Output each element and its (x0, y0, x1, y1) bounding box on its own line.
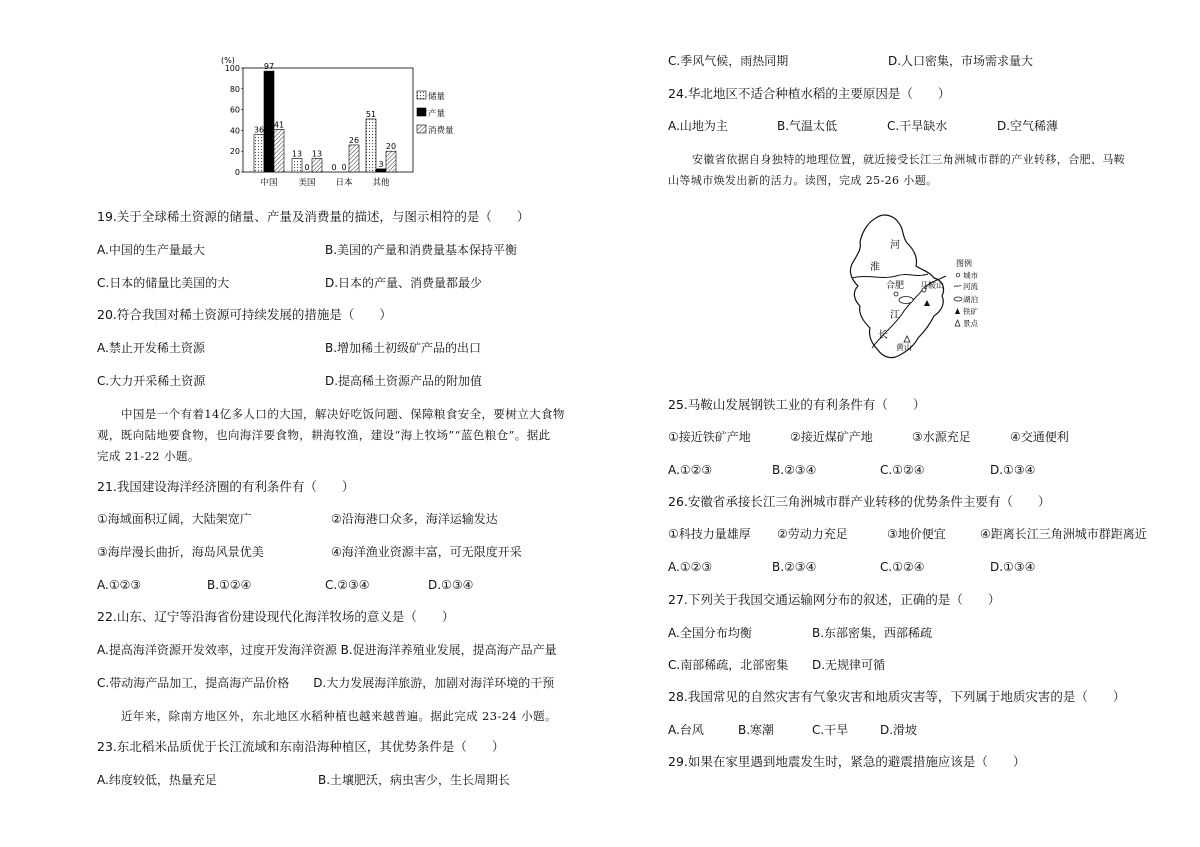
legend (417, 91, 454, 136)
bar-产量-其他 (376, 169, 386, 172)
y-axis-ticks (225, 64, 243, 177)
hefei-city-marker (894, 292, 898, 296)
x-category-label: 日本 (335, 178, 353, 188)
q23-option-c: C.季风气候，雨热同期 (668, 54, 789, 68)
bar-data-label: 36 (253, 125, 265, 135)
q21-item-4: ④海洋渔业资源丰富，可无限度开采 (331, 545, 522, 559)
q24-option-c: C.干旱缺水 (887, 119, 948, 133)
bar-data-label: 13 (291, 149, 303, 159)
x-category-label: 美国 (298, 178, 316, 188)
y-tick-label: 40 (229, 126, 240, 136)
map-legend-city: 城市 (963, 271, 978, 280)
anhui-map (838, 208, 988, 368)
legend-swatch-hatch (417, 125, 426, 133)
q22-options-ab: A.提高海洋资源开发效率，过度开发海洋资源 B.促进海洋养殖业发展，提高海产品产量 (97, 643, 557, 657)
q25-option-a: A.①②③ (668, 463, 713, 477)
map-legend-river: 河流 (963, 282, 978, 291)
bar-data-label: 20 (385, 142, 397, 152)
q19-option-d: D.日本的产量、消费量都最少 (325, 276, 483, 290)
q21-item-2: ②沿海港口众多，海洋运输发达 (331, 512, 498, 526)
bars-group (254, 62, 396, 172)
q25-item-4: ④交通便利 (1010, 430, 1069, 444)
q24-option-a: A.山地为主 (668, 119, 728, 133)
q28-option-d: D.滑坡 (880, 723, 918, 737)
q20-option-a: A.禁止开发稀土资源 (97, 341, 205, 355)
q27-option-c: C.南部稀疏，北部密集 (668, 658, 789, 672)
passage-21-22-line2: 观，既向陆地要食物，也向海洋要食物，耕海牧渔，建设“海上牧场”“蓝色粮仓”。据此 (97, 428, 551, 442)
legend-label: 产量 (428, 109, 446, 119)
q24-option-d: D.空气稀薄 (997, 119, 1059, 133)
bar-产量-中国 (264, 71, 274, 172)
q26-item-2: ②劳动力充足 (777, 527, 848, 541)
question-29: 29.如果在家里遇到地震发生时，紧急的避震措施应该是（ ） (668, 754, 1026, 769)
map-label-hefei: 合肥 (886, 281, 905, 291)
map-legend-lake: 湖泊 (963, 295, 978, 304)
q25-item-2: ②接近煤矿产地 (790, 430, 873, 444)
q28-option-c: C.干旱 (812, 723, 849, 737)
q19-option-b: B.美国的产量和消费量基本保持平衡 (325, 243, 518, 257)
x-axis-categories (260, 177, 390, 188)
river-icon (954, 285, 961, 287)
question-21: 21.我国建设海洋经济圈的有利条件有（ ） (97, 479, 355, 494)
map-label-huai: 淮 (870, 262, 880, 273)
q21-option-a: A.①②③ (97, 578, 142, 592)
question-25: 25.马鞍山发展钢铁工业的有利条件有（ ） (668, 397, 926, 412)
map-label-he: 河 (890, 240, 900, 251)
bar-消费量-日本 (349, 145, 359, 172)
q25-option-c: C.①②④ (880, 463, 925, 477)
map-label-chang: 长 (878, 330, 888, 341)
question-24: 24.华北地区不适合种植水稻的主要原因是（ ） (668, 86, 951, 101)
y-tick-label: 0 (234, 168, 240, 177)
q24-option-b: B.气温太低 (777, 119, 838, 133)
q25-item-3: ③水源充足 (912, 430, 971, 444)
bar-data-label: 3 (378, 159, 384, 169)
q23-option-a: A.纬度较低，热量充足 (97, 773, 217, 787)
q19-option-a: A.中国的生产量最大 (97, 243, 205, 257)
bar-data-label: 51 (365, 109, 377, 119)
q26-item-3: ③地价便宜 (887, 527, 946, 541)
q26-item-4: ④距离长江三角洲城市群距离近 (980, 527, 1147, 541)
q21-item-1: ①海域面积辽阔，大陆架宽广 (97, 512, 252, 526)
map-legend-title: 图例 (956, 259, 972, 268)
bar-data-label: 0 (341, 163, 347, 172)
question-28: 28.我国常见的自然灾害有气象灾害和地质灾害等，下列属于地质灾害的是（ ） (668, 689, 1126, 704)
q21-option-c: C.②③④ (325, 578, 370, 592)
q23-option-b: B.土壤肥沃，病虫害少，生长周期长 (318, 773, 511, 787)
q20-option-d: D.提高稀土资源产品的附加值 (325, 374, 483, 388)
legend-swatch-solid-black (417, 108, 426, 116)
passage-25-26-line1: 安徽省依据自身独特的地理位置，就近接受长江三角洲城市群的产业转移，合肥、马鞍 (692, 153, 1126, 166)
bar-储量-其他 (366, 119, 376, 172)
legend-label: 消费量 (428, 126, 454, 136)
bar-储量-中国 (254, 135, 264, 172)
q22-options-cd: C.带动海产品加工，提高海产品价格 D.大力发展海洋旅游，加剧对海洋环境的干预 (97, 676, 555, 690)
y-tick-label: 80 (229, 84, 240, 94)
q28-option-b: B.寒潮 (738, 723, 775, 737)
legend-swatch-dots (417, 91, 426, 99)
q25-option-d: D.①③④ (990, 463, 1036, 477)
bar-消费量-中国 (274, 129, 284, 172)
q25-option-b: B.②③④ (772, 463, 817, 477)
rare-earth-bar-chart (215, 52, 454, 190)
y-tick-label: 20 (229, 147, 240, 157)
bar-储量-美国 (292, 158, 302, 172)
map-label-maanshan: 马鞍山 (920, 281, 944, 290)
q26-option-c: C.①②④ (880, 560, 925, 574)
x-category-label: 其他 (372, 178, 390, 188)
legend-label: 储量 (428, 92, 446, 102)
question-22: 22.山东、辽宁等沿海省份建设现代化海洋牧场的意义是（ ） (97, 609, 455, 624)
q26-option-a: A.①②③ (668, 560, 713, 574)
q25-item-1: ①接近铁矿产地 (668, 430, 751, 444)
passage-21-22-line3: 完成 21-22 小题。 (97, 449, 200, 463)
bar-data-label: 26 (348, 135, 360, 145)
bar-data-label: 0 (331, 163, 337, 172)
bar-data-label: 97 (263, 62, 275, 72)
x-category-label: 中国 (260, 178, 278, 188)
q21-item-3: ③海岸漫长曲折，海岛风景优美 (97, 545, 264, 559)
passage-21-22-line1: 中国是一个有着14亿多人口的大国，解决好吃饭问题、保障粮食安全，要树立大食物 (121, 407, 565, 421)
q26-item-1: ①科技力量雄厚 (668, 527, 751, 541)
q28-option-a: A.台风 (668, 723, 704, 737)
passage-25-26-line2: 山等城市焕发出新的活力。读图，完成 25-26 小题。 (668, 174, 938, 187)
q27-option-a: A.全国分布均衡 (668, 626, 752, 640)
iron-mine-icon (955, 308, 960, 314)
bar-data-label: 13 (311, 149, 323, 159)
question-26: 26.安徽省承接长江三角洲城市群产业转移的优势条件主要有（ ） (668, 494, 1051, 509)
q19-option-c: C.日本的储量比美国的大 (97, 276, 230, 290)
bar-消费量-美国 (312, 158, 322, 172)
q21-option-b: B.①②④ (207, 578, 252, 592)
scenic-spot-icon (955, 320, 960, 326)
lake-icon (954, 297, 962, 301)
q20-option-b: B.增加稀土初级矿产品的出口 (325, 341, 482, 355)
q23-option-d: D.人口密集，市场需求量大 (888, 54, 1034, 68)
map-label-jiang: 江 (890, 310, 900, 321)
q21-option-d: D.①③④ (428, 578, 474, 592)
chao-lake (899, 297, 913, 304)
map-label-huangshan: 黄山 (896, 343, 912, 352)
q26-option-b: B.②③④ (772, 560, 817, 574)
map-legend-scenic: 景点 (963, 319, 978, 328)
question-23: 23.东北稻米品质优于长江流域和东南沿海种植区，其优势条件是（ ） (97, 739, 505, 754)
question-20: 20.符合我国对稀土资源可持续发展的措施是（ ） (97, 307, 392, 322)
q27-option-d: D.无规律可循 (812, 658, 886, 672)
bar-data-label: 0 (304, 163, 310, 172)
question-19: 19.关于全球稀土资源的储量、产量及消费量的描述，与图示相符的是（ ） (97, 209, 530, 224)
q26-option-d: D.①③④ (990, 560, 1036, 574)
bar-消费量-其他 (386, 151, 396, 172)
y-axis-label: (%) (221, 56, 235, 65)
y-tick-label: 60 (229, 105, 240, 115)
question-27: 27.下列关于我国交通运输网分布的叙述，正确的是（ ） (668, 592, 1001, 607)
map-legend-iron: 铁矿 (963, 307, 978, 316)
y-tick-label: 100 (224, 64, 240, 73)
city-icon (956, 273, 960, 277)
bar-data-label: 41 (273, 120, 285, 130)
q27-option-b: B.东部密集，西部稀疏 (812, 626, 933, 640)
passage-23-24: 近年来，除南方地区外，东北地区水稻种植也越来越普遍。据此完成 23-24 小题。 (121, 709, 557, 723)
q20-option-c: C.大力开采稀土资源 (97, 374, 206, 388)
